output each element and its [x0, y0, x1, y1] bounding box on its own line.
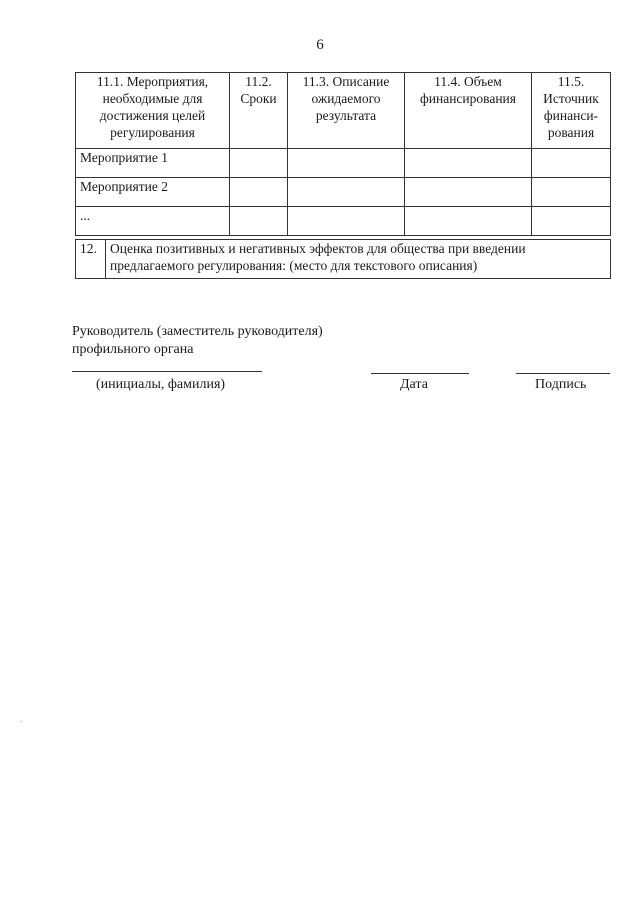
row-label: Мероприятие 2: [76, 178, 230, 207]
header-line: 11.4. Объем: [434, 74, 502, 89]
table-cell: [532, 207, 611, 236]
table-cell: [532, 149, 611, 178]
header-terms: [230, 73, 288, 149]
sign-caption: Подпись: [535, 377, 587, 392]
header-line: рования: [547, 125, 595, 140]
date-caption: Дата: [400, 377, 428, 392]
row-label: Мероприятие 1: [76, 149, 230, 178]
effects-text-line: предлагаемого регулирования: (место для текстового описания): [110, 258, 478, 273]
effects-assessment-cell: [106, 240, 611, 279]
table-cell: [532, 178, 611, 207]
header-line: 11.2.: [245, 74, 272, 89]
table-cell: [288, 178, 405, 207]
header-line: Сроки: [240, 91, 277, 106]
header-funding-source: [532, 73, 611, 149]
table-row: [76, 207, 611, 236]
table-row: [76, 178, 611, 207]
header-line: 11.1. Мероприятия,: [96, 74, 209, 89]
header-line: финанси-: [543, 108, 599, 123]
header-line: 11.5.: [557, 74, 585, 89]
page-number: 6: [316, 37, 324, 53]
name-signature-line: [72, 371, 262, 372]
table-cell: [405, 149, 532, 178]
table-cell: [288, 149, 405, 178]
signatory-title-line: профильного органа: [72, 342, 194, 357]
table-cell: [405, 178, 532, 207]
header-funding-volume: [405, 73, 532, 149]
table-cell: [230, 178, 288, 207]
header-line: необходимые для: [102, 91, 203, 106]
sign-signature-line: [516, 373, 610, 374]
signatory-title: [72, 323, 323, 359]
table-cell: [230, 149, 288, 178]
header-measures: [76, 73, 230, 149]
table-cell: [230, 207, 288, 236]
effects-table: [75, 239, 611, 279]
header-line: финансирования: [420, 91, 516, 106]
header-line: ожидаемого: [311, 91, 381, 106]
scan-speck: [21, 721, 22, 722]
header-line: 11.3. Описание: [302, 74, 390, 89]
measures-table: [75, 72, 611, 236]
effects-text-line: Оценка позитивных и негативных эффектов для общества при введении: [110, 241, 526, 256]
header-line: регулирования: [110, 125, 195, 140]
table-cell: [288, 207, 405, 236]
table-row: [76, 240, 611, 279]
header-line: достижения целей: [99, 108, 206, 123]
table-row: [76, 149, 611, 178]
header-expected-result: [288, 73, 405, 149]
date-signature-line: [371, 373, 469, 374]
table-header-row: [76, 73, 611, 149]
signatory-title-line: Руководитель (заместитель руководителя): [72, 324, 323, 339]
header-line: Источник: [543, 91, 599, 106]
row-label: ...: [76, 207, 230, 236]
header-line: результата: [315, 108, 377, 123]
section-number: 12.: [76, 240, 106, 279]
name-caption: (инициалы, фамилия): [96, 377, 226, 392]
table-cell: [405, 207, 532, 236]
